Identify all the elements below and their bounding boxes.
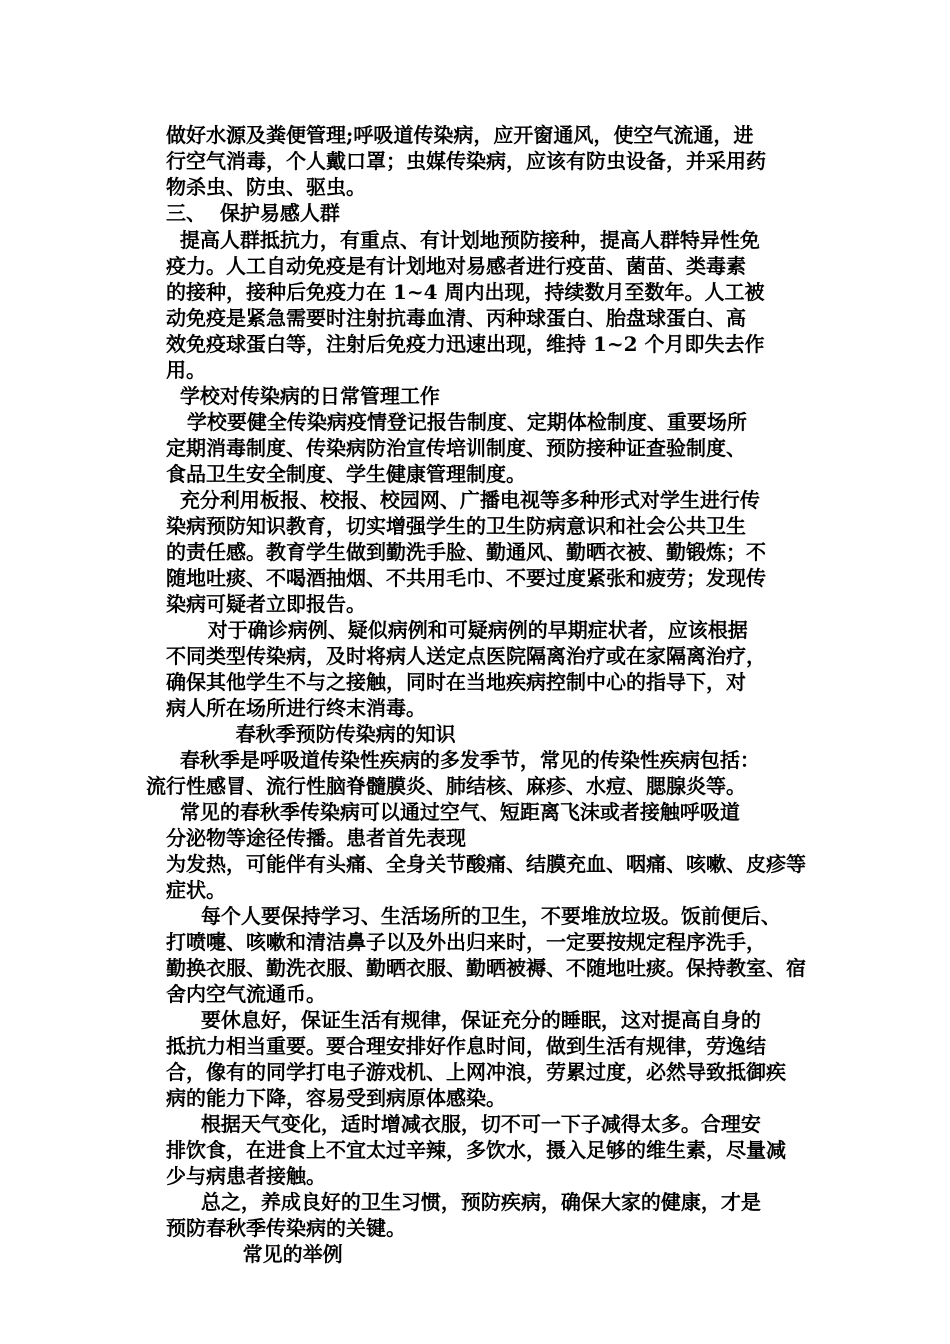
text-line: 染病可疑者立即报告。 (166, 592, 366, 616)
text-line: 不同类型传染病，及时将病人送定点医院隔离治疗或在家隔离治疗， (166, 644, 766, 668)
text-line: 染病预防知识教育，切实增强学生的卫生防病意识和社会公共卫生 (166, 514, 746, 538)
text-line: 充分利用板报、校报、校园网、广播电视等多种形式对学生进行传 (166, 488, 760, 512)
text-line: 为发热，可能伴有头痛、全身关节酸痛、结膜充血、咽痛、咳嗽、皮疹等 (166, 852, 806, 876)
text-line: 勤换衣服、勤洗衣服、勤晒衣服、勤晒被褥、不随地吐痰。保持教室、宿 (166, 956, 806, 980)
text-line: 食品卫生安全制度、学生健康管理制度。 (166, 462, 526, 486)
text-line: 病的能力下降，容易受到病原体感染。 (166, 1086, 506, 1110)
text-line: 提高人群抵抗力，有重点、有计划地预防接种，提高人群特异性免 (166, 228, 760, 252)
text-line: 预防春秋季传染病的关键。 (166, 1216, 406, 1240)
text-line: 的接种，接种后免疫力在 1~4 周内出现，持续数月至数年。人工被 (166, 280, 765, 304)
text-line: 要休息好，保证生活有规律，保证充分的睡眠，这对提高自身的 (166, 1008, 761, 1032)
text-line: 根据天气变化，适时增减衣服，切不可一下子减得太多。合理安 (166, 1112, 761, 1136)
text-line: 打喷嚏、咳嗽和清洁鼻子以及外出归来时，一定要按规定程序洗手， (166, 930, 766, 954)
text-line: 春秋季是呼吸道传染性疾病的多发季节，常见的传染性疾病包括： (166, 748, 760, 772)
section-heading: 春秋季预防传染病的知识 (166, 722, 456, 746)
text-line: 做好水源及粪便管理;呼吸道传染病，应开窗通风，使空气流通，进 (166, 123, 754, 147)
text-line: 定期消毒制度、传染病防治宣传培训制度、预防接种证查验制度、 (166, 436, 746, 460)
text-line: 的责任感。教育学生做到勤洗手脸、勤通风、勤晒衣被、勤锻炼；不 (166, 540, 766, 564)
text-line: 效免疫球蛋白等，注射后免疫力迅速出现，维持 1~2 个月即失去作 (166, 332, 765, 356)
text-line: 排饮食，在进食上不宜太过辛辣，多饮水，摄入足够的维生素，尽量减 (166, 1138, 786, 1162)
text-line: 少与病患者接触。 (166, 1164, 326, 1188)
section-heading: 三、 保护易感人群 (166, 201, 340, 225)
text-line: 确保其他学生不与之接触，同时在当地疾病控制中心的指导下，对 (166, 670, 746, 694)
text-line: 症状。 (166, 878, 226, 902)
text-line: 舍内空气流通币。 (166, 982, 326, 1006)
text-line: 动免疫是紧急需要时注射抗毒血清、丙种球蛋白、胎盘球蛋白、高 (166, 306, 746, 330)
text-line: 每个人要保持学习、生活场所的卫生，不要堆放垃圾。饭前便后、 (166, 904, 781, 928)
text-line: 合，像有的同学打电子游戏机、上网冲浪，劳累过度，必然导致抵御疾 (166, 1060, 786, 1084)
text-line: 流行性感冒、流行性脑脊髓膜炎、肺结核、麻疹、水痘、腮腺炎等。 (146, 774, 746, 798)
text-line: 分泌物等途径传播。患者首先表现 (166, 826, 466, 850)
text-line: 随地吐痰、不喝酒抽烟、不共用毛巾、不要过度紧张和疲劳；发现传 (166, 566, 766, 590)
text-line: 总之，养成良好的卫生习惯，预防疾病，确保大家的健康，才是 (166, 1190, 761, 1214)
text-line: 学校要健全传染病疫情登记报告制度、定期体检制度、重要场所 (166, 410, 747, 434)
text-line: 疫力。人工自动免疫是有计划地对易感者进行疫苗、菌苗、类毒素 (166, 254, 746, 278)
text-line: 病人所在场所进行终末消毒。 (166, 696, 426, 720)
section-heading: 学校对传染病的日常管理工作 (166, 384, 440, 408)
text-line: 抵抗力相当重要。要合理安排好作息时间，做到生活有规律，劳逸结 (166, 1034, 766, 1058)
section-heading: 常见的举例 (166, 1242, 343, 1266)
text-line: 行空气消毒，个人戴口罩；虫媒传染病，应该有防虫设备，并采用药 (166, 149, 766, 173)
text-line: 物杀虫、防虫、驱虫。 (166, 175, 366, 199)
text-line: 对于确诊病例、疑似病例和可疑病例的早期症状者，应该根据 (166, 618, 748, 642)
text-line: 常见的春秋季传染病可以通过空气、短距离飞沫或者接触呼吸道 (166, 800, 740, 824)
text-line: 用。 (166, 358, 206, 382)
